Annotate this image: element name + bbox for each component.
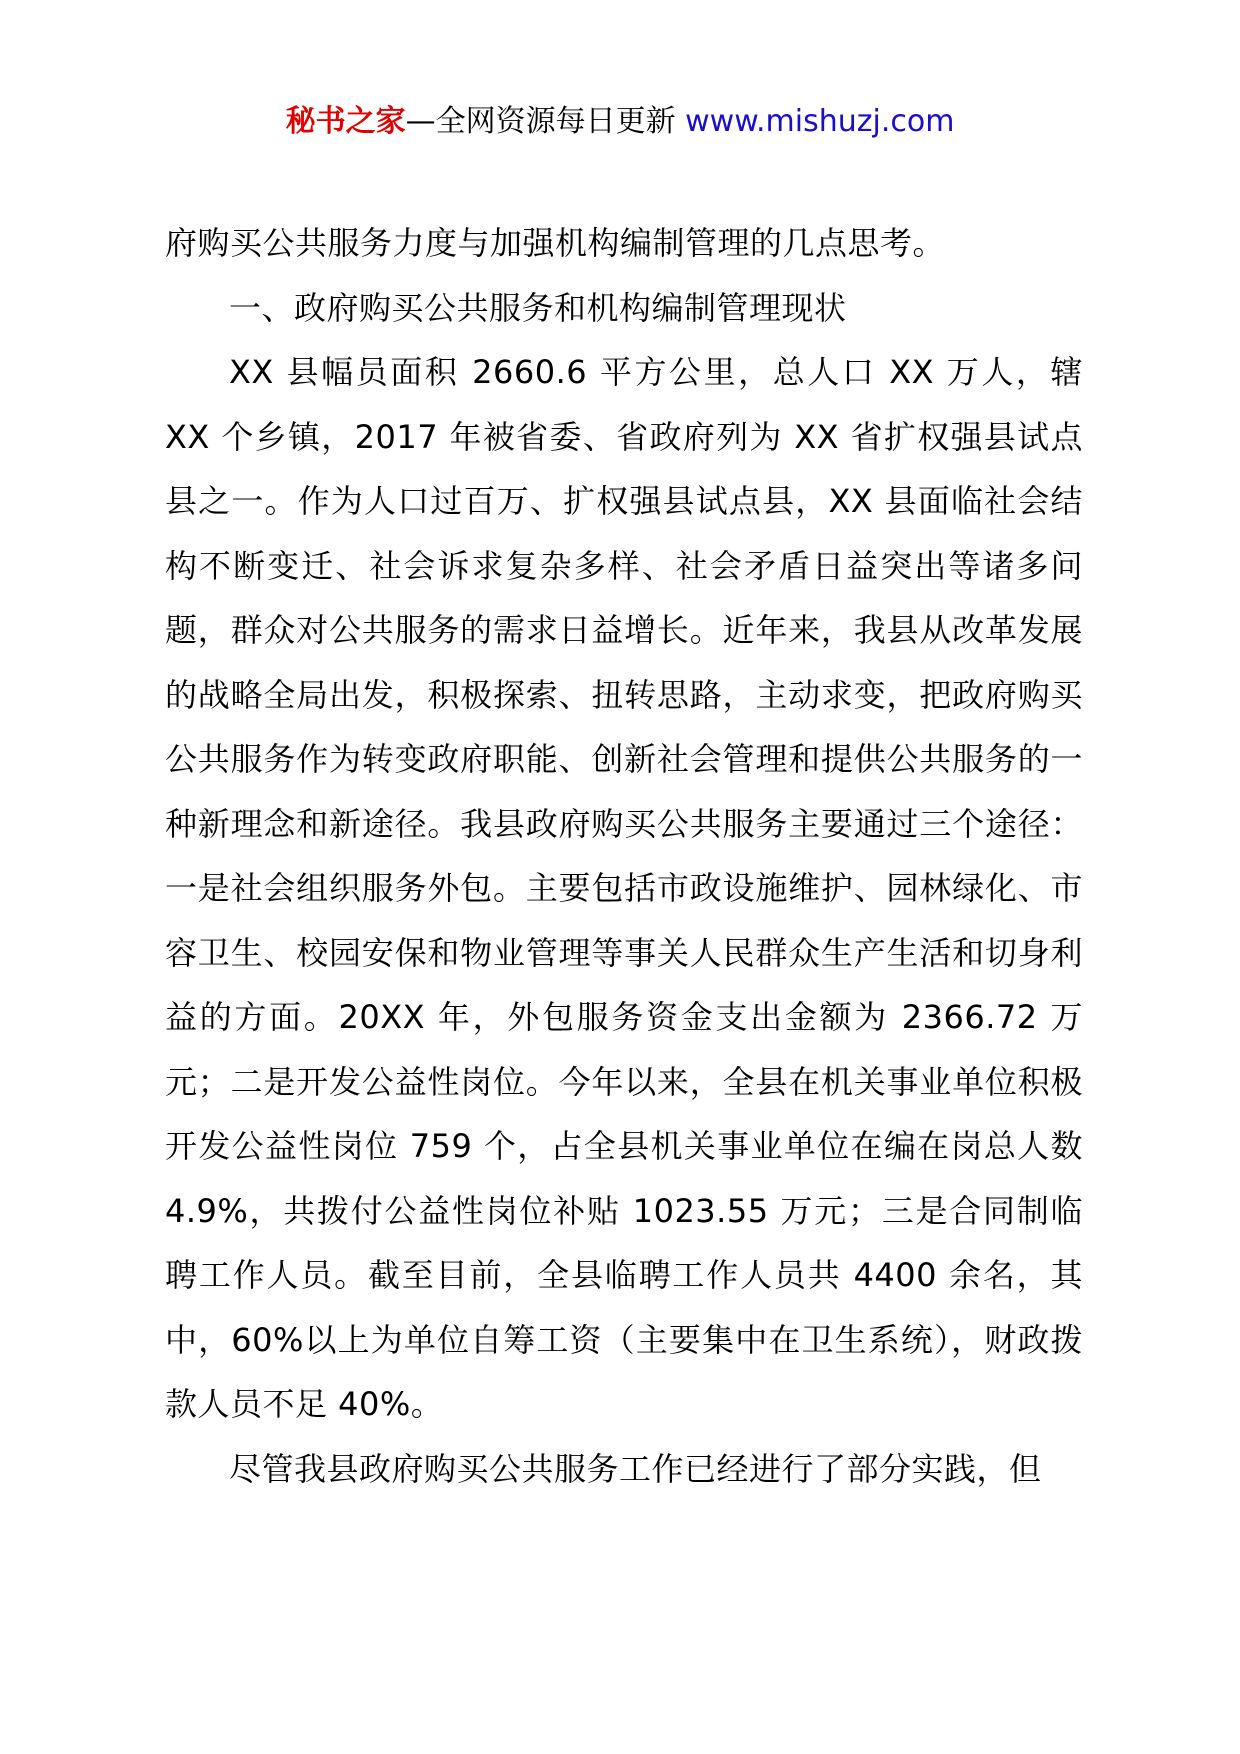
paragraph-analysis-start: 尽管我县政府购买公共服务工作已经进行了部分实践，但 [229, 1449, 1042, 1488]
section-heading: 一、政府购买公共服务和机构编制管理现状 [229, 288, 847, 327]
brand-name: 秘书之家 [285, 104, 406, 139]
paragraph-status: XX 县幅员面积 2660.6 平方公里，总人口 XX 万人，辖 XX 个乡镇，2017 年被省委、省政府列为 XX 省扩权强县试点县之一。作为人口过百万、扩权强县试点县，XX 县面临社会结构不断变迁、社会诉求复杂多样、社会矛盾日益突出等诸多问题，群众对公共服务的需求日益增长。近年来，我县从改革发展的战略全局出发，积极探索、扭转思路，主动求变，把政府购买公共服务作为转变政府职能、创新社会管理和提供公共服务的一种新理念和新途径。我县政府购买公共服务主要通过三个途径：一是社会组织服务外包。主要包括市政设施维护、园林绿化、市容卫生、校园安保和物业管理等事关人民群众生产生活和切身利益的方面。20XX 年，外包服务资金支出金额为 2366.72 万元；二是开发公益性岗位。今年以来，全县在机关事业单位积极开发公益性岗位 759 个，占全县机关事业单位在编在岗总人数 4.9%，共拨付公益性岗位补贴 1023.55 万元；三是合同制临聘工作人员。截至目前，全县临聘工作人员共 4400 余名，其中，60%以上为单位自筹工资（主要集中在卫生系统），财政拨款人员不足 40%。 [165, 353, 1083, 1423]
document-body [165, 211, 1083, 1501]
header-tagline: —全网资源每日更新 [405, 104, 686, 139]
page-header [0, 100, 1240, 144]
paragraph-continuation: 府购买公共服务力度与加强机构编制管理的几点思考。 [165, 224, 946, 262]
site-link[interactable]: www.mishuzj.com [685, 104, 955, 139]
